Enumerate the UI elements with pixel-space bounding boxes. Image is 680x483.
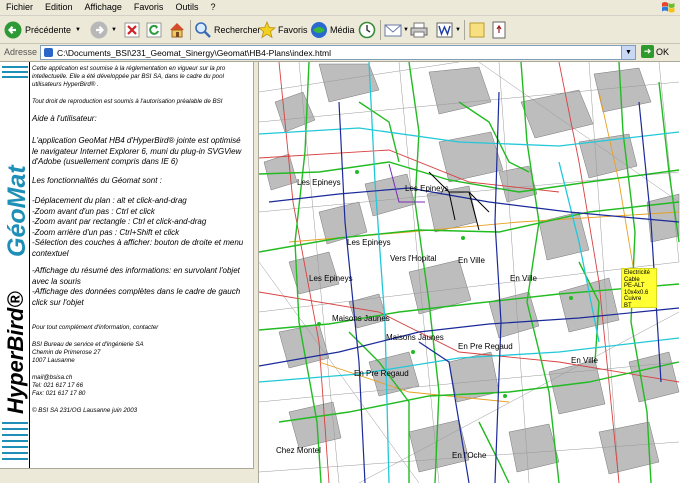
help-title: Aide à l'utilisateur: [32,114,97,123]
map-label: En Ville [458,256,485,265]
feature-item: avec la souris [32,276,81,286]
help-line: d'Adobe (usuellement compris dans IE 6) [32,157,179,166]
intro-line: intellectuelle. Elle a été développée par BSI SA, dans le cadre du pool [32,73,224,80]
menu-favoris[interactable]: Favoris [133,2,164,12]
star-icon [258,21,276,39]
discuss-button[interactable] [468,19,486,41]
refresh-button[interactable] [146,19,162,41]
contact-email[interactable]: mail@bsisa.ch [32,374,73,381]
buildings-layer [264,64,679,474]
logo-stripe [2,71,28,73]
logo-stripe [2,434,28,436]
favorites-label: Favoris [278,25,308,35]
toolbar-separator [380,20,381,40]
info-panel [31,62,253,468]
logo-brand: HyperBird® [3,291,28,414]
toolbar-separator [464,20,465,40]
page-icon [44,48,53,57]
feature-item: -Affichage du résumé des informations: en survolant l'objet [32,266,240,275]
map-label: En l'Oche [452,451,487,460]
menu-bar [0,0,680,16]
toolbar-separator [190,20,191,40]
map-label: Les Epineys [309,274,353,283]
back-label: Précédente [25,25,72,35]
note-icon [468,22,486,38]
company-line: BSI Bureau de service et d'ingénierie SA [32,341,144,348]
map-view[interactable] [259,62,680,483]
contact-fax: Fax: 021 617 17 80 [32,390,86,397]
print-button[interactable] [410,19,428,41]
refresh-icon [146,22,162,38]
messenger-button[interactable] [492,19,506,41]
favorites-button[interactable] [258,19,308,41]
map-label: En Ville [510,274,537,283]
help-line: L'application GeoMat HB4 d'HyperBird® jointe est optimisé [32,136,241,145]
map-label: Les Epineys [297,178,341,187]
logo-stripe [2,422,28,424]
rights-text: Tout droit de reproduction est soumis à l'autorisation préalable de BSI [32,98,223,105]
address-dropdown-icon[interactable]: ▼ [621,46,635,59]
contact-intro: Pour tout complément d'information, contacter [32,324,159,331]
map-label: Chez Montel [276,446,321,455]
forward-button[interactable] [90,19,117,41]
back-dropdown-icon[interactable]: ▼ [75,27,81,33]
media-button[interactable] [310,19,355,41]
contact-phone: Tel: 021 617 17 66 [32,382,84,389]
home-button[interactable] [168,19,186,41]
map-label: Maisons Jaunes [386,333,444,342]
media-icon [310,21,328,39]
company-line: Chemin de Primerose 27 [32,349,101,356]
go-button[interactable] [641,45,669,58]
logo-stripe [2,76,28,78]
map-label: Les Epineys [405,184,449,193]
tooltip-line: Cuivre [624,296,642,303]
map-label: Maisons Jaunes [332,314,390,323]
word-edit-icon [436,22,454,38]
logo-product: GéoMat [3,165,31,257]
stop-icon [124,22,140,38]
hyperbird-logo [0,62,30,468]
menu-affichage[interactable]: Affichage [84,2,122,12]
tooltip-line: BT [624,302,632,309]
toolbar [0,16,680,44]
go-label: OK [656,46,670,57]
menu-outils[interactable]: Outils [175,2,199,12]
stop-button[interactable] [124,19,140,41]
menu-fichier[interactable]: Fichier [6,2,34,12]
messenger-icon [492,21,506,39]
map-label: En Ville [571,356,598,365]
feature-item: -Zoom avant par rectangle : Ctrl et click-and-drag [32,217,207,226]
mail-button[interactable] [384,19,409,41]
mail-icon [384,22,402,38]
forward-dropdown-icon[interactable]: ▼ [111,27,117,33]
map-label: En Pre Regaud [458,342,513,351]
address-input[interactable] [40,45,636,60]
history-button[interactable] [358,19,376,41]
go-arrow-icon: ➜ [641,45,654,58]
tooltip-line: Electricité [624,270,651,276]
feature-item: click sur l'objet [32,297,84,307]
address-label: Adresse [4,47,38,57]
feature-item: contextuel [32,248,69,258]
back-arrow-icon [4,21,22,39]
map-label: Les Epineys [347,238,391,247]
address-bar [0,44,680,62]
address-value: C:\Documents_BSI\231_Geomat_Sinergy\Geomat\HB4-Plans\index.html [57,48,332,58]
menu-edition[interactable]: Edition [45,2,73,12]
edit-dropdown-icon[interactable]: ▼ [455,27,461,33]
map-label: En Pre Regaud [354,369,409,378]
feature-item: -Zoom arrière d'un pas : Ctrl+Shift et click [32,227,180,237]
mail-dropdown-icon[interactable]: ▼ [403,27,409,33]
browser-content [0,62,680,483]
company-line: 1007 Lausanne [32,357,75,364]
feature-item: -Déplacement du plan : alt et click-and-drag [32,196,187,205]
search-button[interactable] [194,19,261,41]
menu-help[interactable]: ? [210,2,216,12]
logo-stripe [2,452,28,454]
help-line: le navigateur Internet Explorer 6, muni du plug-in SVGView [32,146,242,156]
object-tooltip [621,268,657,308]
feature-item: -Affichage des données complètes dans le cadre de gauch [32,287,241,296]
logo-stripe [2,428,28,430]
logo-stripe [2,66,28,68]
feature-item: -Sélection des couches à afficher: bouton de droite et menu [32,238,244,247]
print-icon [410,22,428,38]
tooltip-line: Cable [624,276,640,283]
features-title: Les fonctionnalités du Géomat sont : [32,176,162,185]
intro-line: utilisateurs HyperBird® . [32,81,99,88]
edit-button[interactable] [436,19,461,41]
tooltip-line: 10x4x0.6 [624,289,649,296]
logo-stripe [2,458,28,460]
logo-stripe [2,446,28,448]
windows-logo-icon [660,0,676,15]
map-label: Vers l'Hopital [390,254,437,263]
logo-stripe [2,440,28,442]
intro-line: Cette application est soumise à la réglementation en vigueur sur la pro [32,65,226,72]
forward-arrow-icon [90,21,108,39]
copyright: © BSI SA 231/OG Lausanne juin 2003 [32,407,138,414]
history-icon [358,21,376,39]
map-canvas[interactable] [259,62,680,483]
home-icon [168,21,186,39]
search-icon [194,21,212,39]
back-button[interactable] [4,19,81,41]
feature-item: -Zoom avant d'un pas : Ctrl et click [32,206,155,216]
media-label: Média [330,25,355,35]
left-frame-footer [0,468,254,483]
tooltip-line: PE-ALT [624,283,645,290]
search-label: Rechercher [214,25,261,35]
